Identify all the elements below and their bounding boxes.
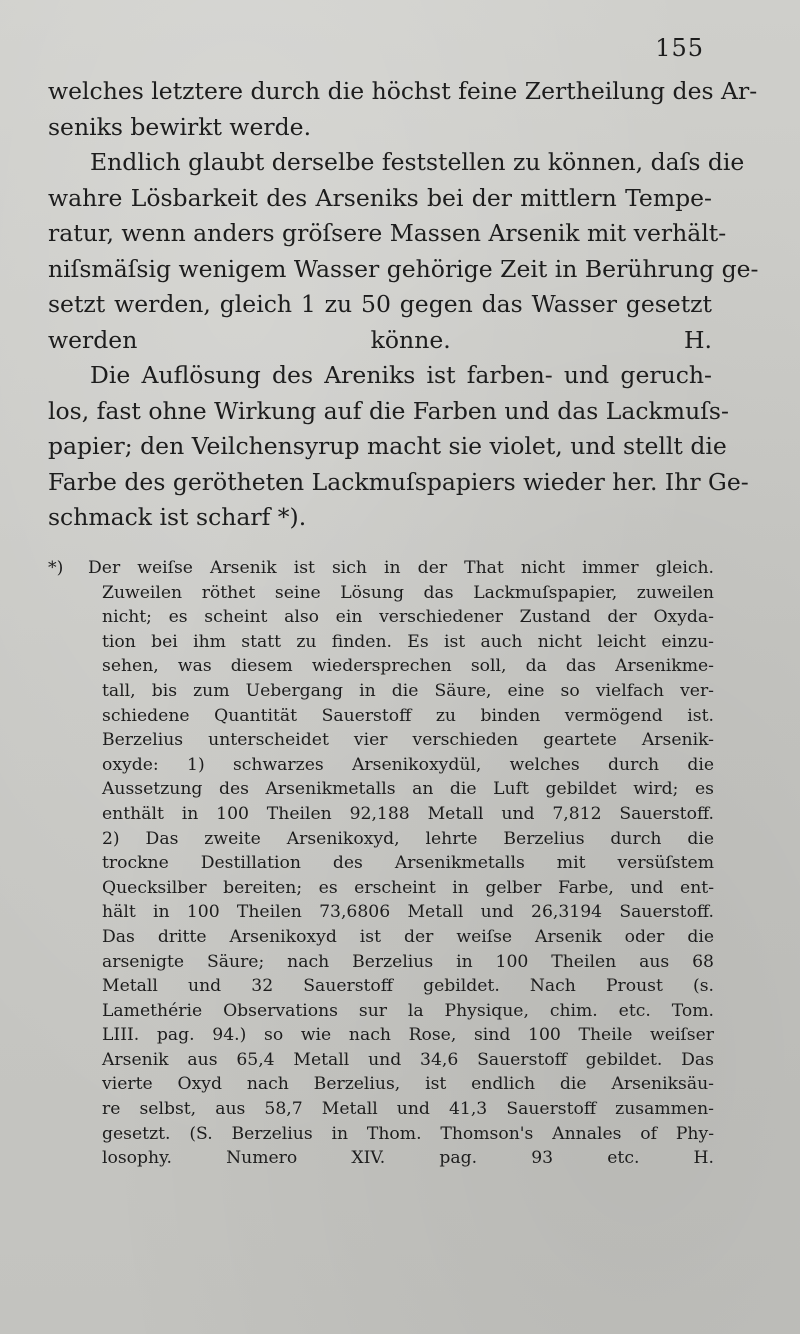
footnote-line: arsenigte Säure; nach Berzelius in 100 Theilen aus 68	[102, 951, 714, 972]
footnote-marker: *)	[48, 558, 64, 578]
text-line-signed: werden könne. H.	[48, 325, 712, 354]
paragraph-start: Endlich glaubt derselbe feststellen zu können, daſs die	[90, 148, 745, 176]
footnote-first-text: Der weiſse Arsenik ist sich in der That nicht immer gleich.	[88, 558, 714, 578]
footnote-line: Lamethérie Observations sur la Physique, chim. etc. Tom.	[102, 1000, 714, 1021]
footnote-line: sehen, was diesem wiedersprechen soll, da das Arsenikme-	[102, 656, 714, 677]
paragraph-start: Die Auflösung des Areniks ist farben- und geruch-	[90, 361, 712, 389]
text-line: wahre Lösbarkeit des Arseniks bei der mittlern Tempe-	[48, 183, 712, 212]
footnote	[48, 556, 714, 1171]
footnote-line: Metall und 32 Sauerstoff gebildet. Nach Proust (s.	[102, 976, 714, 997]
text-line: niſsmäſsig wenigem Wasser gehörige Zeit in Berührung ge-	[48, 254, 759, 283]
footnote-line: tion bei ihm statt zu finden. Es ist auch nicht leicht einzu-	[102, 631, 714, 652]
footnote-line: vierte Oxyd nach Berzelius, ist endlich die Arseniksäu-	[102, 1074, 714, 1095]
footnote-line: hält in 100 Theilen 73,6806 Metall und 26,3194 Sauerstoff.	[102, 902, 714, 923]
footnote-line: nicht; es scheint also ein verschiedener Zustand der Oxyda-	[102, 607, 714, 628]
footnote-line: trockne Destillation des Arsenikmetalls mit versüſstem	[102, 853, 714, 874]
text-line: los, fast ohne Wirkung auf die Farben und das Lackmuſs-	[48, 396, 729, 425]
footnote-line: 2) Das zweite Arsenikoxyd, lehrte Berzelius durch die	[102, 828, 714, 849]
text-line: ratur, wenn anders gröſsere Massen Arsenik mit verhält-	[48, 219, 727, 247]
footnote-line: Berzelius unterscheidet vier verschieden geartete Arsenik-	[102, 730, 714, 751]
footnote-line: Arsenik aus 65,4 Metall und 34,6 Sauerstoff gebildet. Das	[102, 1049, 714, 1070]
footnote-line: Quecksilber bereiten; es erscheint in gelber Farbe, und ent-	[102, 877, 714, 898]
text-line: seniks bewirkt werde.	[48, 112, 312, 141]
main-text	[48, 74, 759, 536]
footnote-line: Aussetzung des Arsenikmetalls an die Luft gebildet wird; es	[102, 779, 714, 800]
text-line: papier; den Veilchensyrup macht sie violet, und stellt die	[48, 432, 727, 460]
footnote-line: schiedene Quantität Sauerstoff zu binden vermögend ist.	[102, 705, 714, 726]
footnote-line: Das dritte Arsenikoxyd ist der weiſse Arsenik oder die	[102, 926, 714, 947]
text-line: setzt werden, gleich 1 zu 50 gegen das Wasser gesetzt	[48, 290, 712, 318]
page-number: 155	[655, 34, 704, 62]
text-line: welches letztere durch die höchst feine Zertheilung des Ar-	[48, 77, 758, 105]
text-line: Farbe des gerötheten Lackmuſspapiers wieder her. Ihr Ge-	[48, 467, 749, 496]
footnote-line-signed: losophy. Numero XIV. pag. 93 etc. H.	[102, 1148, 714, 1169]
footnote-line: LIII. pag. 94.) so wie nach Rose, sind 100 Theile weiſser	[102, 1025, 714, 1046]
text-line: schmack ist scharf *).	[48, 503, 307, 531]
footnote-line: oxyde: 1) schwarzes Arsenikoxydül, welches durch die	[102, 754, 714, 775]
footnote-line: re selbst, aus 58,7 Metall und 41,3 Sauerstoff zusammen-	[102, 1099, 714, 1120]
footnote-line: enthält in 100 Theilen 92,188 Metall und 7,812 Sauerstoff.	[102, 803, 714, 824]
footnote-line: gesetzt. (S. Berzelius in Thom. Thomson's Annales of Phy-	[102, 1123, 714, 1144]
footnote-line: Zuweilen röthet seine Lösung das Lackmuſspapier, zuweilen	[102, 582, 714, 603]
footnote-line	[48, 556, 714, 581]
footnote-line: tall, bis zum Uebergang in die Säure, eine so vielfach ver-	[102, 680, 714, 701]
